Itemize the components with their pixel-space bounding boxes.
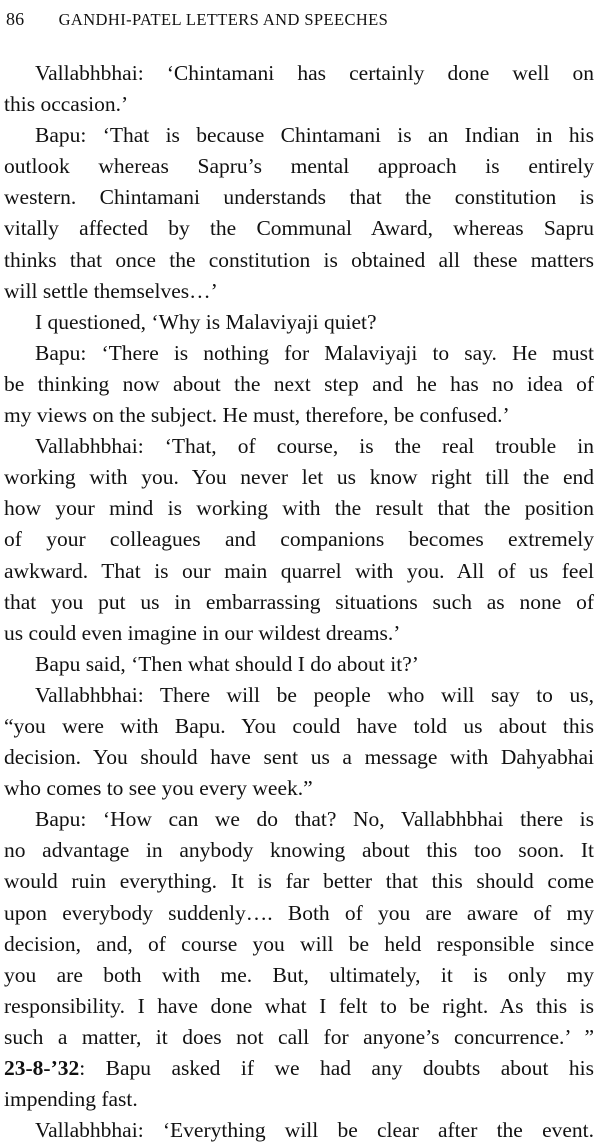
body-text (4, 58, 594, 1146)
text-line: Vallabhbhai: There will be people who will say to us, (35, 682, 594, 707)
text-line: how your mind is working with the result that the position (4, 496, 594, 521)
entry-date: 23-8-’32 (4, 1056, 80, 1080)
text-line: decision. You should have sent us a message with Dahyabhai (4, 745, 594, 770)
text-line: you are both with me. But, ultimately, it is only my (4, 962, 594, 987)
text-line: this occasion.’ (4, 92, 129, 117)
text-line: us could even imagine in our wildest dreams.’ (4, 620, 401, 645)
text-line: will settle themselves…’ (4, 278, 218, 303)
text-line: Bapu: ‘There is nothing for Malaviyaji to say. He must (35, 340, 594, 365)
text-line: Bapu said, ‘Then what should I do about it?’ (35, 651, 419, 676)
text-line: outlook whereas Sapru’s mental approach is entirely (4, 154, 594, 179)
running-head-title: GANDHI-PATEL LETTERS AND SPEECHES (58, 10, 389, 29)
text-line: Vallabhbhai: ‘Everything will be clear after the event. (35, 1118, 594, 1143)
text-line: thinks that once the constitution is obtained all these matters (4, 247, 594, 272)
text-line: such a matter, it does not call for anyone’s concurrence.’ ” (4, 1024, 594, 1049)
running-head (6, 6, 594, 32)
text-line: Bapu: ‘That is because Chintamani is an Indian in his (35, 123, 594, 148)
text-line-rest: : Bapu asked if we had any doubts about his (79, 1056, 594, 1080)
text-line: “you were with Bapu. You could have told us about this (4, 713, 594, 738)
text-line: of your colleagues and companions becomes extremely (4, 527, 594, 552)
text-line: Bapu: ‘How can we do that? No, Vallabhbhai there is (35, 807, 594, 832)
text-line: impending fast. (4, 1087, 138, 1112)
text-line: would ruin everything. It is far better that this should come (4, 869, 594, 894)
text-line: Vallabhbhai: ‘That, of course, is the real trouble in (35, 434, 594, 459)
text-line: decision, and, of course you will be held responsible since (4, 931, 594, 956)
text-line (4, 1053, 594, 1084)
text-line: upon everybody suddenly…. Both of you are aware of my (4, 900, 594, 925)
text-line: be thinking now about the next step and he has no idea of (4, 371, 594, 396)
text-line: working with you. You never let us know right till the end (4, 465, 594, 490)
text-line: that you put us in embarrassing situations such as none of (4, 589, 594, 614)
text-line: no advantage in anybody knowing about this too soon. It (4, 838, 594, 863)
text-line: responsibility. I have done what I felt to be right. As this is (4, 993, 594, 1018)
text-line: awkward. That is our main quarrel with you. All of us feel (4, 558, 594, 583)
text-line: I questioned, ‘Why is Malaviyaji quiet? (35, 309, 377, 334)
text-line: my views on the subject. He must, therefore, be confused.’ (4, 403, 510, 428)
text-line: who comes to see you every week.” (4, 776, 313, 801)
page-number: 86 (6, 9, 25, 29)
text-line: vitally affected by the Communal Award, whereas Sapru (4, 216, 594, 241)
text-line: Vallabhbhai: ‘Chintamani has certainly done well on (35, 61, 594, 85)
text-line: western. Chintamani understands that the constitution is (4, 185, 594, 210)
